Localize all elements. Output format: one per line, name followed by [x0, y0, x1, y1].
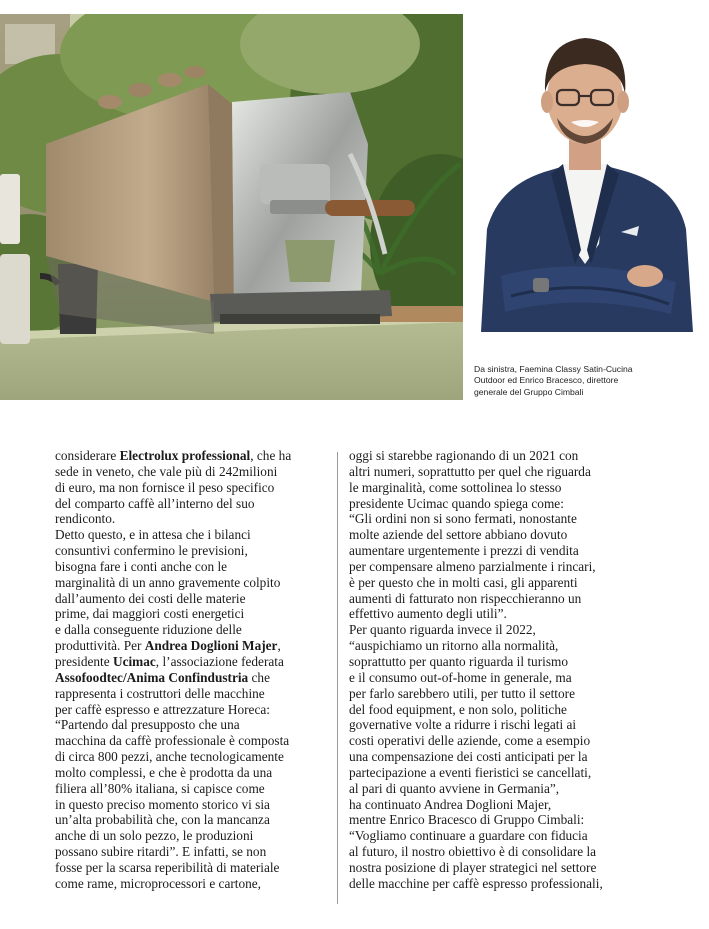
text-line: governative volte a ridurre i rischi legati ai	[349, 717, 577, 733]
federation-name: Assofoodtec/Anima Confindustria	[55, 669, 249, 685]
text-line: aumentare urgentemente i prezzi di vendita	[349, 543, 579, 559]
text-line: rendiconto.	[55, 511, 116, 527]
text-line: Per quanto riguarda invece il 2022,	[349, 622, 536, 638]
text-line: al pari di quanto avviene in Germania”,	[349, 780, 560, 796]
article-left-column	[55, 448, 327, 892]
text-line: fosse per la scarsa reperibilità di materiale	[55, 859, 280, 875]
text-line: è per questo che in molti casi, gli apparenti	[349, 574, 578, 590]
text-line: di circa 800 pezzi, anche tecnologicamente	[55, 749, 284, 765]
text-line: possano subire ritardi”. E infatti, se non	[55, 844, 267, 860]
text-line: anche di un solo pezzo, le produzioni	[55, 828, 254, 844]
text-line: filiera all’80% italiana, si capisce come	[55, 780, 265, 796]
text-line: del comparto caffè all’interno del suo	[55, 495, 255, 511]
text-line: prime, dai maggiori costi energetici	[55, 606, 245, 622]
caption-line: Outdoor ed Enrico Bracesco, direttore	[474, 375, 619, 386]
text-line: e dalla conseguente riduzione delle	[55, 622, 242, 638]
text-line: macchina da caffè professionale è composta	[55, 733, 290, 749]
text-line: una compensazione dei costi anticipati per la	[349, 749, 588, 765]
text-line: mentre Enrico Bracesco di Gruppo Cimbali:	[349, 812, 585, 828]
text-line: rappresenta i costruttori delle macchine	[55, 685, 265, 701]
text-line: sede in veneto, che vale più di 242milioni	[55, 463, 278, 479]
text-line: “Vogliamo continuare a guardare con fiducia	[349, 828, 588, 844]
text-line: delle macchine per caffè espresso professionali,	[349, 875, 603, 891]
text-line: effettivo aumento degli utili”.	[349, 606, 507, 622]
column-divider	[337, 452, 338, 904]
text-line: presidente Ucimac quando spiega come:	[349, 495, 564, 511]
text-line: oggi si starebbe ragionando di un 2021 con	[349, 448, 579, 463]
text-line: per caffè espresso e attrezzature Horeca:	[55, 701, 270, 717]
text-line: “auspichiamo un ritorno alla normalità,	[349, 638, 559, 654]
text-line: del food equipment, e non solo, politiche	[349, 701, 567, 717]
text-line: presidente Ucimac, l’associazione federata	[55, 653, 284, 669]
text-line: altri numeri, soprattutto per quel che riguarda	[349, 463, 591, 479]
text-line: considerare Electrolux professional, che ha	[55, 448, 292, 463]
text-line: soprattutto per quanto riguarda il turismo	[349, 653, 568, 669]
text-line: ha continuato Andrea Doglioni Majer,	[349, 796, 552, 812]
portrait-photo	[471, 14, 698, 332]
espresso-machine-photo	[0, 14, 463, 400]
text-line: marginalità di un anno gravemente colpito	[55, 574, 281, 590]
text-line: nostra posizione di player strategici nel settore	[349, 859, 597, 875]
photo-caption	[474, 364, 694, 398]
text-line: consuntivi confermino le previsioni,	[55, 543, 248, 559]
text-line: al futuro, il nostro obiettivo è di consolidare la	[349, 844, 597, 860]
text-line: come rame, microprocessori e cartone,	[55, 875, 262, 891]
text-line: aumenti di fatturato non rispecchieranno un	[349, 590, 582, 606]
text-line: le marginalità, come sottolinea lo stesso	[349, 479, 562, 495]
company-name: Electrolux professional	[119, 448, 251, 463]
text-line: bisogna fare i conti anche con le	[55, 558, 228, 574]
text-line: “Gli ordini non si sono fermati, nonostante	[349, 511, 577, 527]
text-line: produttività. Per Andrea Doglioni Majer,	[55, 638, 281, 654]
text-line: molto complessi, e che è prodotta da una	[55, 764, 273, 780]
text-line: partecipazione a eventi fieristici se cancellati,	[349, 764, 592, 780]
text-line: di euro, ma non fornisce il peso specifico	[55, 479, 275, 495]
person-name: Andrea Doglioni Majer	[144, 638, 278, 654]
article-right-column	[349, 448, 631, 892]
text-line: molte aziende del settore abbiano dovuto	[349, 527, 568, 543]
text-line: per farlo sarebbero utili, per tutto il settore	[349, 685, 575, 701]
caption-line: generale del Gruppo Cimbali	[474, 386, 584, 397]
text-line: “Partendo dal presupposto che una	[55, 717, 240, 733]
text-line: Detto questo, e in attesa che i bilanci	[55, 527, 251, 543]
text-line: un’alta probabilità che, con la mancanza	[55, 812, 270, 828]
text-line: Assofoodtec/Anima Confindustria che	[55, 669, 270, 685]
text-line: costi operativi delle aziende, come a esempio	[349, 733, 591, 749]
text-line: e il consumo out-of-home in generale, ma	[349, 669, 572, 685]
text-line: in questo preciso momento storico vi sia	[55, 796, 270, 812]
association-name: Ucimac	[112, 653, 156, 669]
text-line: dall’aumento dei costi delle materie	[55, 590, 246, 606]
caption-line: Da sinistra, Faemina Classy Satin-Cucina	[474, 364, 633, 374]
text-line: per compensare almeno parzialmente i rincari,	[349, 558, 596, 574]
